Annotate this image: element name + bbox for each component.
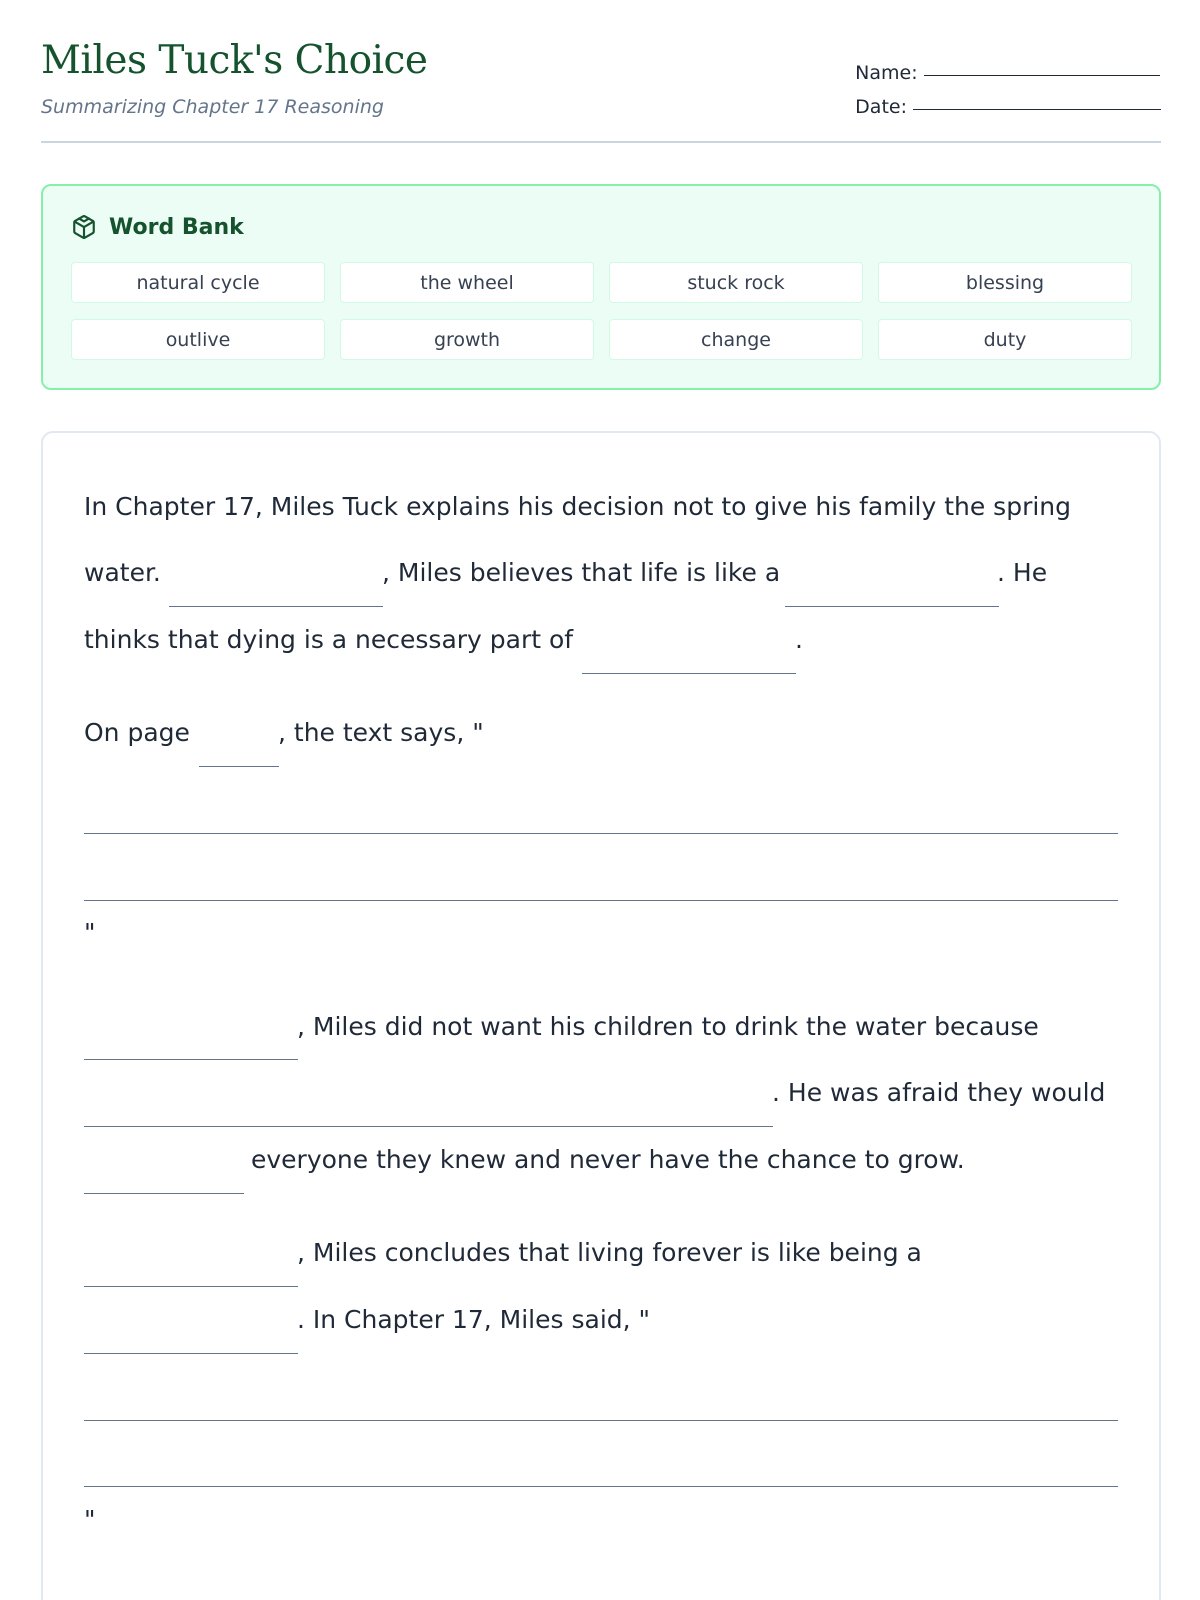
word-chip[interactable]: natural cycle bbox=[71, 262, 325, 303]
word-chip[interactable]: duty bbox=[878, 319, 1132, 360]
quote-line-2[interactable] bbox=[84, 900, 1118, 901]
p4-closequote-text: " bbox=[84, 1505, 96, 1534]
date-row bbox=[855, 96, 1161, 130]
p1-believes-text: , Miles believes that life is like a bbox=[382, 558, 781, 587]
date-label: Date: bbox=[855, 96, 907, 118]
word-bank-grid bbox=[71, 262, 1131, 360]
quote-line-4[interactable] bbox=[84, 1486, 1118, 1487]
p1-line1-text: In Chapter 17, Miles Tuck explains his decision not to give his family the spring bbox=[84, 492, 1072, 521]
name-field[interactable] bbox=[924, 75, 1160, 76]
p3-afraid-text: . He was afraid they would bbox=[772, 1078, 1106, 1107]
p2-textsays-text: , the text says, " bbox=[278, 718, 484, 747]
word-chip[interactable]: change bbox=[609, 319, 863, 360]
word-chip[interactable]: growth bbox=[340, 319, 594, 360]
word-bank bbox=[41, 184, 1161, 390]
blank-transition-3[interactable] bbox=[84, 1286, 298, 1287]
cube-icon bbox=[71, 214, 97, 240]
p4-concludes-text: , Miles concludes that living forever is like being a bbox=[297, 1238, 922, 1267]
word-chip[interactable]: blessing bbox=[878, 262, 1132, 303]
blank-page-number[interactable] bbox=[199, 766, 279, 767]
word-chip[interactable]: outlive bbox=[71, 319, 325, 360]
word-bank-header bbox=[71, 214, 244, 240]
blank-transition-2[interactable] bbox=[84, 1059, 298, 1060]
p1-he-text: . He bbox=[997, 558, 1048, 587]
blank-transition-1[interactable] bbox=[169, 606, 383, 607]
blank-living-forever[interactable] bbox=[84, 1353, 298, 1354]
quote-line-1[interactable] bbox=[84, 833, 1118, 834]
page-title: Miles Tuck's Choice bbox=[41, 38, 428, 83]
p4-said-text: . In Chapter 17, Miles said, " bbox=[297, 1305, 651, 1334]
worksheet-header bbox=[41, 38, 1161, 143]
word-bank-title: Word Bank bbox=[109, 214, 244, 240]
blank-necessary-part[interactable] bbox=[582, 673, 796, 674]
p1-water-text: water. bbox=[84, 558, 161, 587]
date-field[interactable] bbox=[913, 109, 1161, 110]
name-date-block bbox=[855, 62, 1161, 130]
p3-everyone-text: everyone they knew and never have the chance to grow. bbox=[251, 1145, 965, 1174]
name-label: Name: bbox=[855, 62, 918, 84]
p2-closequote-text: " bbox=[84, 918, 96, 947]
quote-line-3[interactable] bbox=[84, 1420, 1118, 1421]
blank-life-is-like[interactable] bbox=[785, 606, 999, 607]
word-chip[interactable]: stuck rock bbox=[609, 262, 863, 303]
name-row bbox=[855, 62, 1161, 96]
p2-onpage-text: On page bbox=[84, 718, 190, 747]
p3-wanted-text: , Miles did not want his children to drink the water because bbox=[297, 1012, 1039, 1041]
word-chip[interactable]: the wheel bbox=[340, 262, 594, 303]
p1-period-text: . bbox=[795, 625, 803, 654]
blank-would[interactable] bbox=[84, 1193, 244, 1194]
page-subtitle: Summarizing Chapter 17 Reasoning bbox=[41, 96, 384, 118]
p1-thinks-text: thinks that dying is a necessary part of bbox=[84, 625, 574, 654]
blank-because[interactable] bbox=[84, 1126, 773, 1127]
